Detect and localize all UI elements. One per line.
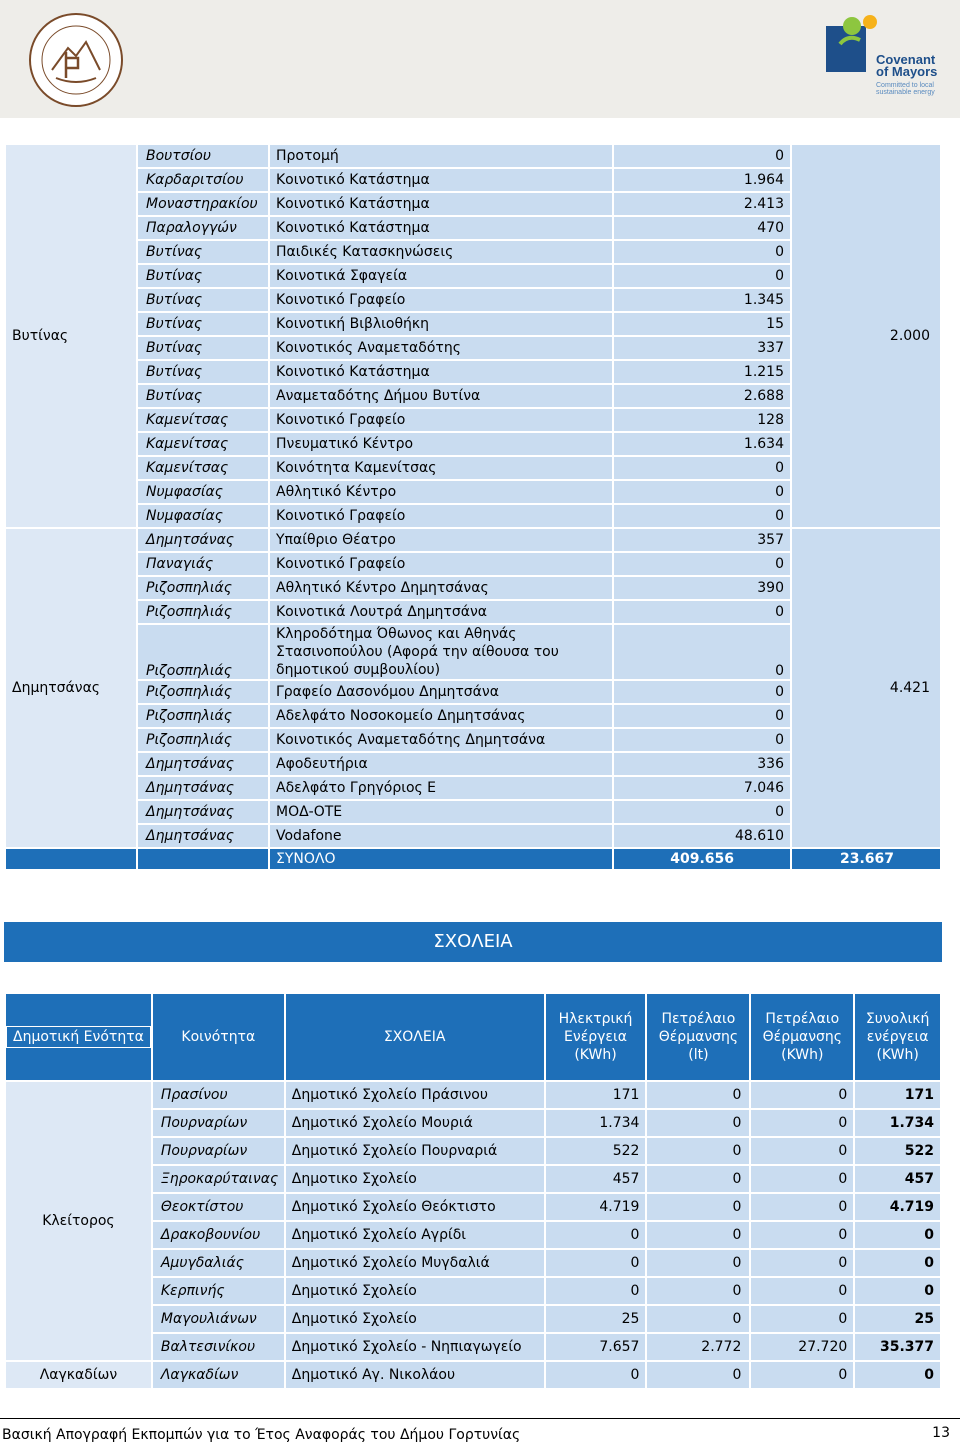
- building-cell: Αθλητικό Κέντρο Δημητσάνας: [270, 577, 612, 599]
- community-cell: Αμυγδαλιάς: [153, 1250, 284, 1276]
- value-cell: 0: [614, 729, 790, 751]
- total-energy-cell: 35.377: [855, 1334, 940, 1360]
- header-unit: Δημοτική Ενότητα: [6, 994, 151, 1080]
- building-cell: Κοινοτικά Λουτρά Δημητσάνα: [270, 601, 612, 623]
- value-cell: 0: [614, 705, 790, 727]
- schools-header-row: [6, 994, 940, 1080]
- header-community: Κοινότητα: [153, 994, 284, 1080]
- value-cell: 0: [614, 625, 790, 679]
- value-cell: 0: [614, 553, 790, 575]
- total-energy-cell: 1.734: [855, 1110, 940, 1136]
- oil-lt-cell: 0: [647, 1250, 749, 1276]
- school-cell: Δημοτικό Σχολείο: [286, 1278, 544, 1304]
- community-cell: Ριζοσπηλιάς: [138, 601, 268, 623]
- group-vytina-total: 2.000: [792, 145, 940, 527]
- header-electric: Ηλεκτρική Ενέργεια (KWh): [546, 994, 646, 1080]
- value-cell: 0: [614, 241, 790, 263]
- oil-kwh-cell: 0: [751, 1222, 853, 1248]
- community-cell: Μαγουλιάνων: [153, 1306, 284, 1332]
- value-cell: 128: [614, 409, 790, 431]
- community-cell: Ριζοσπηλιάς: [138, 681, 268, 703]
- total-energy-cell: 0: [855, 1222, 940, 1248]
- school-cell: Δημοτικό Σχολείο Αγρίδι: [286, 1222, 544, 1248]
- building-cell: Γραφείο Δασονόμου Δημητσάνα: [270, 681, 612, 703]
- oil-kwh-cell: 0: [751, 1278, 853, 1304]
- value-cell: 357: [614, 529, 790, 551]
- value-cell: 0: [614, 801, 790, 823]
- oil-lt-cell: 0: [647, 1306, 749, 1332]
- community-cell: Βυτίνας: [138, 241, 268, 263]
- electric-cell: 457: [546, 1166, 646, 1192]
- school-cell: Δημοτικο Σχολείο: [286, 1166, 544, 1192]
- value-cell: 0: [614, 681, 790, 703]
- page-footer: [0, 1418, 960, 1447]
- electric-cell: 4.719: [546, 1194, 646, 1220]
- community-cell: Πουρναρίων: [153, 1138, 284, 1164]
- building-cell: Κοινοτική Βιβλιοθήκη: [270, 313, 612, 335]
- building-cell: Αδελφάτο Νοσοκομείο Δημητσάνας: [270, 705, 612, 727]
- community-cell: Παναγιάς: [138, 553, 268, 575]
- value-cell: 15: [614, 313, 790, 335]
- community-cell: Δημητσάνας: [138, 825, 268, 847]
- community-cell: Ριζοσπηλιάς: [138, 577, 268, 599]
- community-cell: Καρδαριτσίου: [138, 169, 268, 191]
- school-cell: Δημοτικό Σχολείο Μυγδαλιά: [286, 1250, 544, 1276]
- oil-lt-cell: 2.772: [647, 1334, 749, 1360]
- electric-cell: 171: [546, 1082, 646, 1108]
- community-cell: Μοναστηρακίου: [138, 193, 268, 215]
- building-cell: Κοινοτικό Γραφείο: [270, 505, 612, 527]
- oil-lt-cell: 0: [647, 1082, 749, 1108]
- school-cell: Δημοτικό Σχολείο: [286, 1306, 544, 1332]
- header-school: ΣΧΟΛΕΙΑ: [286, 994, 544, 1080]
- header-oil-lt: Πετρέλαιο Θέρμανσης (lt): [647, 994, 749, 1080]
- building-cell: Υπαίθριο Θέατρο: [270, 529, 612, 551]
- table-row: [6, 1362, 940, 1388]
- oil-kwh-cell: 0: [751, 1166, 853, 1192]
- oil-lt-cell: 0: [647, 1194, 749, 1220]
- community-cell: Ξηροκαρύταινας: [153, 1166, 284, 1192]
- community-cell: Ριζοσπηλιάς: [138, 729, 268, 751]
- page-header: [0, 0, 960, 118]
- community-cell: Βυτίνας: [138, 385, 268, 407]
- building-cell: Κοινοτικός Αναμεταδότης Δημητσάνα: [270, 729, 612, 751]
- community-cell: Καμενίτσας: [138, 433, 268, 455]
- table-row: [6, 529, 940, 551]
- community-cell: Θεοκτίστου: [153, 1194, 284, 1220]
- total-energy-cell: 457: [855, 1166, 940, 1192]
- community-cell: Καμενίτσας: [138, 457, 268, 479]
- buildings-table: [4, 143, 942, 871]
- footer-title: Βασική Απογραφή Εκπομπών για το Έτος Αναφοράς του Δήμου Γορτυνίας: [2, 1427, 521, 1443]
- community-cell: Πουρναρίων: [153, 1110, 284, 1136]
- building-cell: Κοινοτικό Κατάστημα: [270, 169, 612, 191]
- community-cell: Ριζοσπηλιάς: [138, 625, 268, 679]
- community-cell: Βυτίνας: [138, 265, 268, 287]
- building-cell: Κοινοτικό Γραφείο: [270, 553, 612, 575]
- community-cell: Δημητσάνας: [138, 777, 268, 799]
- oil-kwh-cell: 0: [751, 1082, 853, 1108]
- value-cell: 0: [614, 481, 790, 503]
- covenant-subtitle: Committed to local sustainable energy: [876, 82, 935, 96]
- community-cell: Δημητσάνας: [138, 529, 268, 551]
- building-cell: Κοινοτικό Γραφείο: [270, 409, 612, 431]
- school-cell: Δημοτικό Σχολείο Πουρναριά: [286, 1138, 544, 1164]
- community-cell: Νυμφασίας: [138, 481, 268, 503]
- building-cell: Αναμεταδότης Δήμου Βυτίνα: [270, 385, 612, 407]
- building-cell: Κοινότητα Καμενίτσας: [270, 457, 612, 479]
- building-cell: Αδελφάτο Γρηγόριος Ε: [270, 777, 612, 799]
- header-total: Συνολική ενέργεια (KWh): [855, 994, 940, 1080]
- building-cell: Κληροδότημα Όθωνος και Αθηνάς Στασινοπούλου (Αφορά την αίθουσα του δημοτικού συμβουλίου): [270, 625, 612, 679]
- community-cell: Βυτίνας: [138, 313, 268, 335]
- community-cell: Δημητσάνας: [138, 753, 268, 775]
- table-row: [6, 1082, 940, 1108]
- community-cell: Κερπινής: [153, 1278, 284, 1304]
- community-cell: Δρακοβουνίου: [153, 1222, 284, 1248]
- electric-cell: 0: [546, 1362, 646, 1388]
- school-cell: Δημοτικό Σχολείο - Νηπιαγωγείο: [286, 1334, 544, 1360]
- oil-lt-cell: 0: [647, 1110, 749, 1136]
- oil-lt-cell: 0: [647, 1278, 749, 1304]
- community-cell: Δημητσάνας: [138, 801, 268, 823]
- community-cell: Βαλτεσινίκου: [153, 1334, 284, 1360]
- page-number: 13: [932, 1425, 950, 1441]
- total-energy-cell: 0: [855, 1250, 940, 1276]
- oil-kwh-cell: 0: [751, 1250, 853, 1276]
- school-cell: Δημοτικό Αγ. Νικολάου: [286, 1362, 544, 1388]
- municipality-seal-icon: [28, 12, 124, 108]
- building-cell: Προτομή: [270, 145, 612, 167]
- value-cell: 337: [614, 337, 790, 359]
- community-cell: Βυτίνας: [138, 289, 268, 311]
- value-cell: 48.610: [614, 825, 790, 847]
- community-cell: Παραλογγών: [138, 217, 268, 239]
- community-cell: Ριζοσπηλιάς: [138, 705, 268, 727]
- building-cell: Κοινοτικό Γραφείο: [270, 289, 612, 311]
- header-oil-kwh: Πετρέλαιο Θέρμανσης (KWh): [751, 994, 853, 1080]
- total-value: 409.656: [614, 849, 790, 869]
- oil-kwh-cell: 0: [751, 1306, 853, 1332]
- oil-lt-cell: 0: [647, 1222, 749, 1248]
- group-dimitsana-total: 4.421: [792, 529, 940, 847]
- total-energy-cell: 0: [855, 1362, 940, 1388]
- electric-cell: 25: [546, 1306, 646, 1332]
- oil-lt-cell: 0: [647, 1362, 749, 1388]
- total-empty-2: [138, 849, 268, 869]
- building-cell: Πνευματικό Κέντρο: [270, 433, 612, 455]
- electric-cell: 0: [546, 1278, 646, 1304]
- building-cell: Παιδικές Κατασκηνώσεις: [270, 241, 612, 263]
- community-cell: Καμενίτσας: [138, 409, 268, 431]
- community-cell: Βουτσίου: [138, 145, 268, 167]
- total-energy-cell: 171: [855, 1082, 940, 1108]
- schools-table: [4, 992, 942, 1390]
- group-lagkadion: Λαγκαδίων: [6, 1362, 151, 1388]
- building-cell: Κοινοτικό Κατάστημα: [270, 217, 612, 239]
- covenant-title: Covenant of Mayors: [876, 52, 938, 79]
- value-cell: 1.215: [614, 361, 790, 383]
- building-cell: Vodafone: [270, 825, 612, 847]
- value-cell: 1.345: [614, 289, 790, 311]
- total-empty-1: [6, 849, 136, 869]
- electric-cell: 0: [546, 1250, 646, 1276]
- total-energy-cell: 522: [855, 1138, 940, 1164]
- value-cell: 470: [614, 217, 790, 239]
- oil-lt-cell: 0: [647, 1138, 749, 1164]
- value-cell: 0: [614, 457, 790, 479]
- total-row: [6, 849, 940, 869]
- total-group: 23.667: [792, 849, 940, 869]
- oil-kwh-cell: 0: [751, 1362, 853, 1388]
- value-cell: 0: [614, 601, 790, 623]
- school-cell: Δημοτικό Σχολείο Μουριά: [286, 1110, 544, 1136]
- total-energy-cell: 25: [855, 1306, 940, 1332]
- electric-cell: 1.734: [546, 1110, 646, 1136]
- value-cell: 0: [614, 265, 790, 287]
- building-cell: ΜΟΔ-ΟΤΕ: [270, 801, 612, 823]
- building-cell: Κοινοτικά Σφαγεία: [270, 265, 612, 287]
- oil-lt-cell: 0: [647, 1166, 749, 1192]
- value-cell: 2.688: [614, 385, 790, 407]
- building-cell: Αθλητικό Κέντρο: [270, 481, 612, 503]
- total-energy-cell: 4.719: [855, 1194, 940, 1220]
- table-row: [6, 145, 940, 167]
- building-cell: Κοινοτικό Κατάστημα: [270, 193, 612, 215]
- building-cell: Κοινοτικός Αναμεταδότης: [270, 337, 612, 359]
- oil-kwh-cell: 0: [751, 1110, 853, 1136]
- oil-kwh-cell: 0: [751, 1194, 853, 1220]
- group-vytina: Βυτίνας: [6, 145, 136, 527]
- community-cell: Βυτίνας: [138, 337, 268, 359]
- building-cell: Αφοδευτήρια: [270, 753, 612, 775]
- oil-kwh-cell: 0: [751, 1138, 853, 1164]
- value-cell: 0: [614, 505, 790, 527]
- value-cell: 1.634: [614, 433, 790, 455]
- electric-cell: 522: [546, 1138, 646, 1164]
- total-label: ΣΥΝΟΛΟ: [270, 849, 612, 869]
- group-kleitoros: Κλείτορος: [6, 1082, 151, 1360]
- electric-cell: 0: [546, 1222, 646, 1248]
- value-cell: 336: [614, 753, 790, 775]
- schools-banner: ΣΧΟΛΕΙΑ: [4, 922, 942, 962]
- value-cell: 1.964: [614, 169, 790, 191]
- value-cell: 390: [614, 577, 790, 599]
- electric-cell: 7.657: [546, 1334, 646, 1360]
- value-cell: 0: [614, 145, 790, 167]
- school-cell: Δημοτικό Σχολείο Πράσινου: [286, 1082, 544, 1108]
- community-cell: Νυμφασίας: [138, 505, 268, 527]
- building-cell: Κοινοτικό Κατάστημα: [270, 361, 612, 383]
- community-cell: Βυτίνας: [138, 361, 268, 383]
- group-dimitsana: Δημητσάνας: [6, 529, 136, 847]
- value-cell: 7.046: [614, 777, 790, 799]
- value-cell: 2.413: [614, 193, 790, 215]
- community-cell: Πρασίνου: [153, 1082, 284, 1108]
- oil-kwh-cell: 27.720: [751, 1334, 853, 1360]
- total-energy-cell: 0: [855, 1278, 940, 1304]
- school-cell: Δημοτικό Σχολείο Θεόκτιστο: [286, 1194, 544, 1220]
- community-cell: Λαγκαδίων: [153, 1362, 284, 1388]
